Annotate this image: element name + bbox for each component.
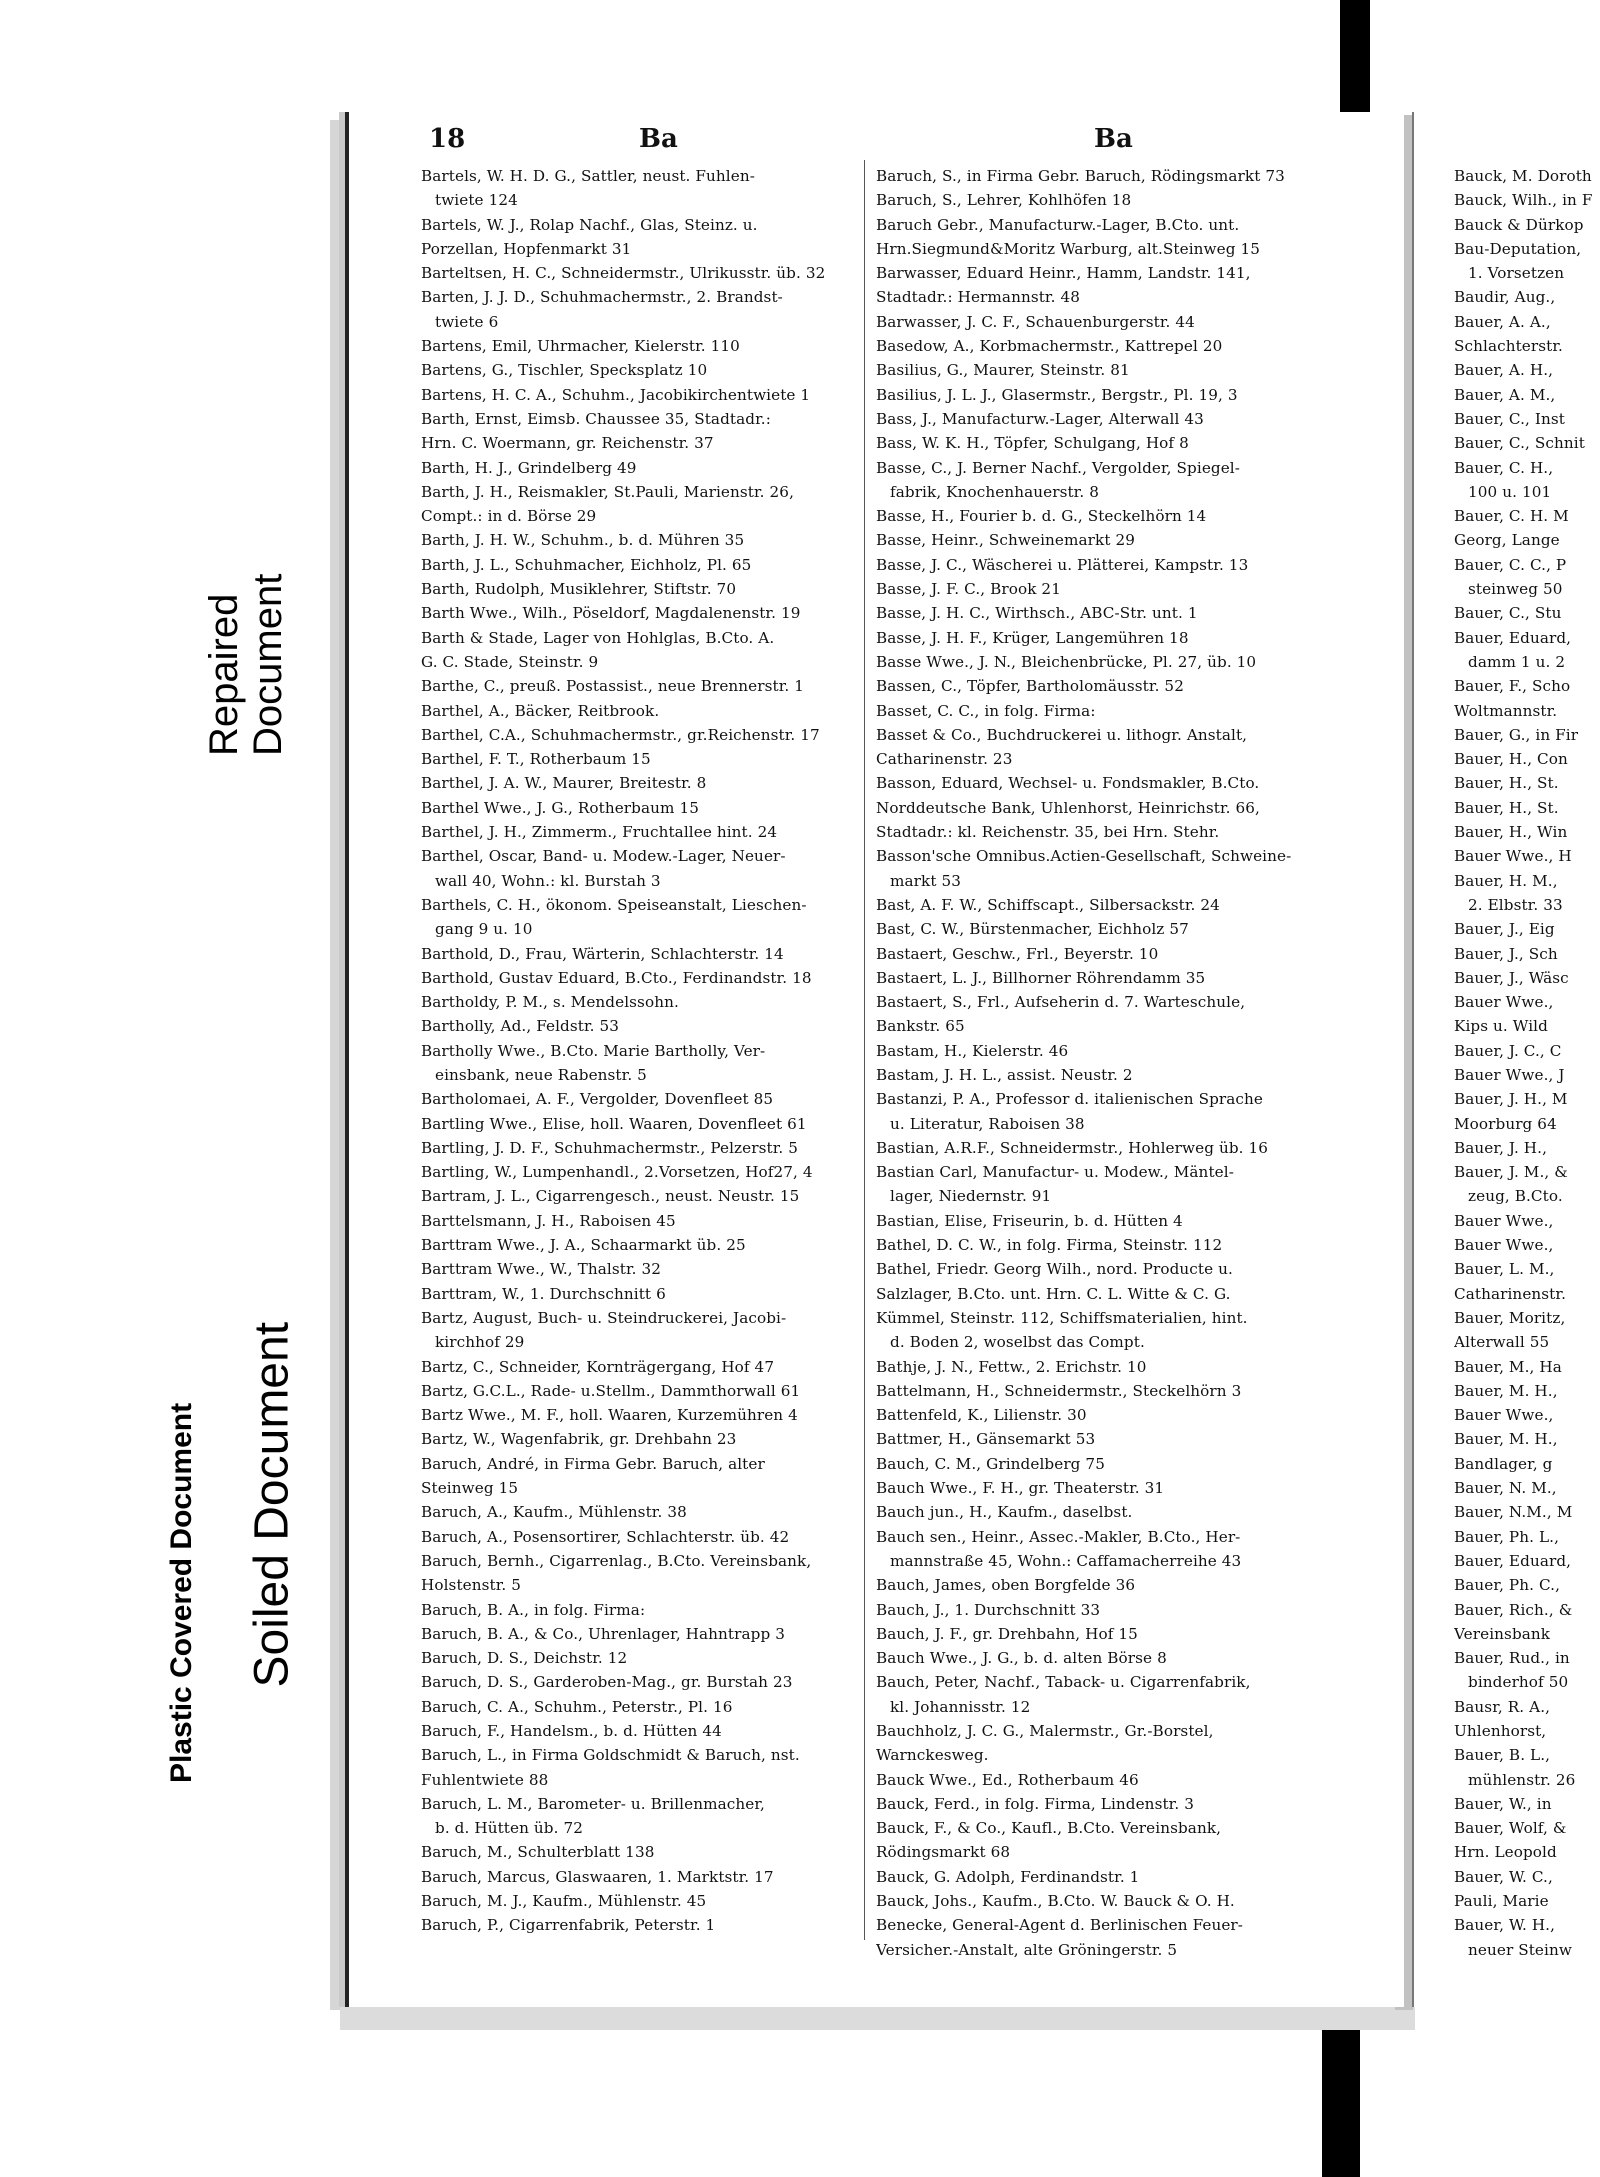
directory-entry: Baruch, M. J., Kaufm., Mühlenstr. 45 [421, 1892, 707, 1911]
directory-entry: Bauck, Ferd., in folg. Firma, Lindenstr. 3 [876, 1794, 1194, 1813]
directory-entry: Rödingsmarkt 68 [876, 1843, 1011, 1862]
next-page-fragment [1412, 112, 1600, 2007]
directory-entry: Basson, Eduard, Wechsel- u. Fondsmakler, B.Cto. [876, 774, 1260, 793]
directory-entry: Bathel, D. C. W., in folg. Firma, Steinstr. 112 [876, 1236, 1223, 1255]
directory-entry: mühlenstr. 26 [1468, 1770, 1576, 1789]
directory-page [345, 112, 1404, 2007]
directory-entry: Barth, H. J., Grindelberg 49 [421, 458, 637, 477]
directory-entry: Battelmann, H., Schneidermstr., Steckelhörn 3 [876, 1381, 1242, 1400]
directory-entry: Bauer Wwe., [1454, 1406, 1554, 1425]
repaired-document-label: Repaired Document [202, 573, 290, 756]
directory-entry: Barthel, C.A., Schuhmachermstr., gr.Reichenstr. 17 [421, 725, 820, 744]
directory-entry: Bassen, C., Töpfer, Bartholomäusstr. 52 [876, 677, 1184, 696]
directory-entry: Moorburg 64 [1454, 1114, 1557, 1133]
soiled-document-label: Soiled Document [245, 1321, 299, 1688]
directory-entry: Bauer, A. A., [1454, 312, 1551, 331]
directory-entry: Basse, H., Fourier b. d. G., Steckelhörn 14 [876, 507, 1207, 526]
directory-entry: kirchhof 29 [435, 1333, 525, 1352]
directory-entry: Bastam, H., Kielerstr. 46 [876, 1041, 1069, 1060]
directory-entry: Bauer, J. M., & [1454, 1163, 1568, 1182]
directory-entry: mannstraße 45, Wohn.: Caffamacherreihe 43 [890, 1551, 1242, 1570]
directory-entry: Bauer, W., in [1454, 1794, 1552, 1813]
directory-entry: Bauer, J., Sch [1454, 944, 1558, 963]
directory-entry: Barthel, Oscar, Band- u. Modew.-Lager, Neuer- [421, 847, 786, 866]
directory-entry: Warnckesweg. [876, 1746, 989, 1765]
directory-entry: Bauer, Ph. L., [1454, 1527, 1560, 1546]
directory-entry: Bast, A. F. W., Schiffscapt., Silbersackstr. 24 [876, 895, 1220, 914]
directory-entry: Bastam, J. H. L., assist. Neustr. 2 [876, 1065, 1133, 1084]
directory-entry: Battenfeld, K., Lilienstr. 30 [876, 1406, 1087, 1425]
directory-entry: Barth, J. L., Schuhmacher, Eichholz, Pl. 65 [421, 555, 752, 574]
page-number: 18 [429, 124, 466, 154]
directory-entry: Bauck, Wilh., in F [1454, 191, 1593, 210]
directory-entry: Bankstr. 65 [876, 1017, 965, 1036]
directory-entry: Baruch, B. A., & Co., Uhrenlager, Hahntrapp 3 [421, 1624, 785, 1643]
directory-entry: Basse, J. F. C., Brook 21 [876, 580, 1061, 599]
scanner-strip-top [1340, 0, 1370, 120]
directory-entry: Stadtadr.: kl. Reichenstr. 35, bei Hrn. Stehr. [876, 823, 1220, 842]
directory-entry: Bartholdy, P. M., s. Mendelssohn. [421, 993, 679, 1012]
directory-entry: Basse Wwe., J. N., Bleichenbrücke, Pl. 27, üb. 10 [876, 652, 1257, 671]
directory-entry: Bauch, Peter, Nachf., Taback- u. Cigarrenfabrik, [876, 1673, 1251, 1692]
right-column [876, 164, 1346, 1962]
directory-entry: 1. Vorsetzen [1468, 264, 1565, 283]
directory-entry: Bartens, G., Tischler, Specksplatz 10 [421, 361, 708, 380]
directory-entry: Stadtadr.: Hermannstr. 48 [876, 288, 1081, 307]
directory-entry: twiete 6 [435, 312, 499, 331]
directory-entry: Vereinsbank [1454, 1624, 1551, 1643]
directory-entry: Bauer, Wolf, & [1454, 1819, 1567, 1838]
directory-entry: d. Boden 2, woselbst das Compt. [890, 1333, 1145, 1352]
directory-entry: Bartens, H. C. A., Schuhm., Jacobikirchentwiete 1 [421, 385, 811, 404]
directory-entry: Bauer, C., Schnit [1454, 434, 1585, 453]
directory-entry: Barthold, Gustav Eduard, B.Cto., Ferdinandstr. 18 [421, 968, 812, 987]
directory-entry: Bausr, R. A., [1454, 1697, 1551, 1716]
directory-entry: G. C. Stade, Steinstr. 9 [421, 652, 599, 671]
directory-entry: Barthels, C. H., ökonom. Speiseanstalt, Lieschen- [421, 895, 807, 914]
directory-entry: b. d. Hütten üb. 72 [435, 1819, 583, 1838]
directory-entry: Basset, C. C., in folg. Firma: [876, 701, 1096, 720]
directory-entry: Porzellan, Hopfenmarkt 31 [421, 239, 632, 258]
directory-entry: Bauck, F., & Co., Kaufl., B.Cto. Vereinsbank, [876, 1819, 1222, 1838]
directory-entry: Bauer, A. M., [1454, 385, 1556, 404]
directory-entry: Barthe, C., preuß. Postassist., neue Brennerstr. 1 [421, 677, 805, 696]
directory-entry: Basse, C., J. Berner Nachf., Vergolder, Spiegel- [876, 458, 1241, 477]
directory-entry: Bartz Wwe., M. F., holl. Waaren, Kurzemühren 4 [421, 1406, 798, 1425]
directory-entry: Barttelsmann, J. H., Raboisen 45 [421, 1211, 676, 1230]
directory-entry: Bathje, J. N., Fettw., 2. Erichstr. 10 [876, 1357, 1147, 1376]
directory-entry: 100 u. 101 [1468, 482, 1552, 501]
directory-entry: Baruch, P., Cigarrenfabrik, Peterstr. 1 [421, 1916, 716, 1935]
directory-entry: Bartels, W. J., Rolap Nachf., Glas, Steinz. u. [421, 215, 758, 234]
directory-entry: Bauer, C. H., [1454, 458, 1554, 477]
directory-entry: Bauer, H., St. [1454, 774, 1559, 793]
directory-entry: damm 1 u. 2 [1468, 652, 1566, 671]
directory-entry: Baruch, Marcus, Glaswaaren, 1. Marktstr. 17 [421, 1867, 774, 1886]
bleed-through-label [0, 1230, 2, 1830]
directory-entry: Hrn.Siegmund&Moritz Warburg, alt.Steinweg 15 [876, 239, 1261, 258]
directory-entry: Bauck, Johs., Kaufm., B.Cto. W. Bauck & O. H. [876, 1892, 1235, 1911]
directory-entry: Bartram, J. L., Cigarrengesch., neust. Neustr. 15 [421, 1187, 800, 1206]
directory-entry: Basilius, J. L. J., Glasermstr., Bergstr., Pl. 19, 3 [876, 385, 1238, 404]
directory-entry: Bauer, N.M., M [1454, 1503, 1573, 1522]
directory-entry: Bauer, J. H., M [1454, 1090, 1568, 1109]
directory-entry: Bartholly, Ad., Feldstr. 53 [421, 1017, 620, 1036]
directory-entry: Bauer, C. H. M [1454, 507, 1569, 526]
directory-entry: Basse, J. H. C., Wirthsch., ABC-Str. unt. 1 [876, 604, 1198, 623]
directory-entry: zeug, B.Cto. [1468, 1187, 1563, 1206]
directory-entry: einsbank, neue Rabenstr. 5 [435, 1065, 647, 1084]
directory-entry: Barth, Ernst, Eimsb. Chaussee 35, Stadtadr.: [421, 409, 771, 428]
directory-entry: Bartling Wwe., Elise, holl. Waaren, Dovenfleet 61 [421, 1114, 807, 1133]
directory-entry: Bauer, H., Win [1454, 823, 1568, 842]
directory-entry: Bauer Wwe., [1454, 1236, 1554, 1255]
directory-entry: Basson'sche Omnibus.Actien-Gesellschaft, Schweine- [876, 847, 1292, 866]
directory-entry: Bauer, B. L., [1454, 1746, 1551, 1765]
directory-entry: Bauer, Eduard, [1454, 628, 1572, 647]
directory-entry: Bauer, W. H., [1454, 1916, 1556, 1935]
directory-entry: Bastian, Elise, Friseurin, b. d. Hütten 4 [876, 1211, 1183, 1230]
directory-entry: Barttram, W., 1. Durchschnitt 6 [421, 1284, 666, 1303]
directory-entry: Bauchholz, J. C. G., Malermstr., Gr.-Borstel, [876, 1722, 1214, 1740]
directory-entry: Barth, J. H., Reismakler, St.Pauli, Marienstr. 26, [421, 482, 794, 501]
directory-entry: Bauer, J. C., C [1454, 1041, 1562, 1060]
directory-entry: steinweg 50 [1468, 580, 1563, 599]
directory-entry: Baruch, A., Kaufm., Mühlenstr. 38 [421, 1503, 687, 1522]
directory-entry: Bartling, J. D. F., Schuhmachermstr., Pelzerstr. 5 [421, 1138, 799, 1157]
directory-entry: Bauch Wwe., F. H., gr. Theaterstr. 31 [876, 1479, 1165, 1498]
directory-entry: markt 53 [890, 871, 961, 890]
directory-entry: Baruch, Bernh., Cigarrenlag., B.Cto. Vereinsbank, [421, 1551, 812, 1570]
directory-entry: Baruch, L., in Firma Goldschmidt & Baruch, nst. [421, 1746, 800, 1765]
directory-entry: Basse, J. C., Wäscherei u. Plätterei, Kampstr. 13 [876, 555, 1249, 574]
directory-entry: Bartz, C., Schneider, Kornträgergang, Hof 47 [421, 1357, 775, 1376]
directory-entry: Bauer, Eduard, [1454, 1551, 1572, 1570]
directory-entry: Barth Wwe., Wilh., Pöseldorf, Magdalenenstr. 19 [421, 604, 801, 623]
directory-entry: Bauch, J., 1. Durchschnitt 33 [876, 1600, 1101, 1619]
directory-entry: Hrn. Leopold [1454, 1843, 1557, 1862]
directory-entry: Bastian, A.R.F., Schneidermstr., Hohlerweg üb. 16 [876, 1138, 1269, 1157]
directory-entry: Bauch Wwe., J. G., b. d. alten Börse 8 [876, 1649, 1167, 1668]
directory-entry: Barttram Wwe., J. A., Schaarmarkt üb. 25 [421, 1236, 746, 1255]
directory-entry: Bauer, C. C., P [1454, 555, 1567, 574]
directory-entry: Bauck, M. Doroth [1454, 167, 1592, 185]
directory-entry: Bauer, C., Stu [1454, 604, 1562, 623]
directory-entry: Bartholomaei, A. F., Vergolder, Dovenfleet 85 [421, 1090, 774, 1109]
directory-entry: Barthel, J. A. W., Maurer, Breitestr. 8 [421, 774, 707, 793]
directory-entry: Barthel Wwe., J. G., Rotherbaum 15 [421, 798, 699, 817]
directory-entry: Barth & Stade, Lager von Hohlglas, B.Cto. A. [421, 628, 775, 647]
directory-entry: Baruch, L. M., Barometer- u. Brillenmacher, [421, 1794, 765, 1813]
directory-entry: neuer Steinw [1468, 1940, 1572, 1959]
directory-entry: Bastian Carl, Manufactur- u. Modew., Mäntel- [876, 1163, 1234, 1182]
directory-entry: Barth, J. H. W., Schuhm., b. d. Mühren 35 [421, 531, 745, 550]
directory-entry: Bauer, W. C., [1454, 1867, 1553, 1886]
directory-entry: Hrn. C. Woermann, gr. Reichenstr. 37 [421, 434, 714, 453]
directory-entry: Bauer Wwe., [1454, 993, 1554, 1012]
directory-entry: Benecke, General-Agent d. Berlinischen Feuer- [876, 1916, 1244, 1935]
directory-entry: Basset & Co., Buchdruckerei u. lithogr. Anstalt, [876, 725, 1248, 744]
directory-entry: Woltmannstr. [1454, 701, 1558, 720]
directory-entry: Bauck, G. Adolph, Ferdinandstr. 1 [876, 1867, 1140, 1886]
directory-entry: Bartens, Emil, Uhrmacher, Kielerstr. 110 [421, 337, 740, 356]
directory-entry: 2. Elbstr. 33 [1468, 895, 1563, 914]
directory-entry: Bauer, Moritz, [1454, 1308, 1566, 1327]
directory-entry: Baruch, S., in Firma Gebr. Baruch, Rödingsmarkt 73 [876, 167, 1285, 185]
directory-entry: Bastaert, L. J., Billhorner Röhrendamm 35 [876, 968, 1206, 987]
directory-entry: Versicher.-Anstalt, alte Gröningerstr. 5 [876, 1940, 1178, 1959]
directory-entry: Kümmel, Steinstr. 112, Schiffsmaterialien, hint. [876, 1308, 1248, 1327]
directory-entry: Bauer, J., Eig [1454, 920, 1555, 939]
directory-entry: u. Literatur, Raboisen 38 [890, 1114, 1085, 1133]
directory-entry: Barwasser, Eduard Heinr., Hamm, Landstr. 141, [876, 264, 1251, 283]
directory-entry: Bauer Wwe., [1454, 1211, 1554, 1230]
directory-entry: Bartels, W. H. D. G., Sattler, neust. Fuhlen- [421, 167, 755, 185]
directory-entry: Schlachterstr. [1454, 337, 1563, 356]
directory-entry: Bauck & Dürkop [1454, 215, 1584, 234]
directory-entry: twiete 124 [435, 191, 518, 210]
directory-entry: Bauch sen., Heinr., Assec.-Makler, B.Cto., Her- [876, 1527, 1241, 1546]
directory-entry: Barthel, J. H., Zimmerm., Fruchtallee hint. 24 [421, 823, 778, 842]
directory-entry: Alterwall 55 [1454, 1333, 1550, 1352]
directory-entry: lager, Niedernstr. 91 [890, 1187, 1052, 1206]
directory-entry: Baruch, S., Lehrer, Kohlhöfen 18 [876, 191, 1132, 210]
directory-entry: Basse, Heinr., Schweinemarkt 29 [876, 531, 1135, 550]
directory-entry: Bauer, A. H., [1454, 361, 1554, 380]
directory-entry: Baruch, B. A., in folg. Firma: [421, 1600, 646, 1619]
directory-entry: Pauli, Marie [1454, 1892, 1549, 1911]
directory-entry: Baruch, André, in Firma Gebr. Baruch, alter [421, 1454, 765, 1473]
directory-entry: Bauer, M. H., [1454, 1430, 1558, 1449]
directory-entry: Barwasser, J. C. F., Schauenburgerstr. 44 [876, 312, 1195, 331]
directory-entry: Baruch, D. S., Deichstr. 12 [421, 1649, 628, 1668]
directory-entry: Bauch jun., H., Kaufm., daselbst. [876, 1503, 1133, 1522]
directory-entry: Barttram Wwe., W., Thalstr. 32 [421, 1260, 662, 1279]
directory-entry: Bartz, G.C.L., Rade- u.Stellm., Dammthorwall 61 [421, 1381, 801, 1400]
directory-entry: Bauch, J. F., gr. Drehbahn, Hof 15 [876, 1624, 1138, 1643]
directory-entry: Bastaert, S., Frl., Aufseherin d. 7. Warteschule, [876, 993, 1246, 1012]
directory-entry: Bastanzi, P. A., Professor d. italienischen Sprache [876, 1090, 1263, 1109]
plastic-covered-label: Plastic Covered Document [165, 1402, 198, 1783]
directory-entry: Bau-Deputation, [1454, 239, 1582, 258]
directory-entry: Bauer, G., in Fir [1454, 725, 1579, 744]
directory-entry: Uhlenhorst, [1454, 1722, 1547, 1740]
directory-entry: Barten, J. J. D., Schuhmachermstr., 2. Brandst- [421, 288, 783, 307]
directory-entry: kl. Johannisstr. 12 [890, 1697, 1031, 1716]
directory-entry: Barthold, D., Frau, Wärterin, Schlachterstr. 14 [421, 944, 784, 963]
directory-entry: Basse, J. H. F., Krüger, Langemühren 18 [876, 628, 1189, 647]
directory-entry: Bartholly Wwe., B.Cto. Marie Bartholly, Ver- [421, 1041, 766, 1060]
directory-entry: gang 9 u. 10 [435, 920, 533, 939]
header-left: Ba [639, 124, 678, 154]
directory-entry: Bartz, August, Buch- u. Steindruckerei, Jacobi- [421, 1308, 787, 1327]
directory-entry: Baudir, Aug., [1454, 288, 1556, 307]
directory-entry: binderhof 50 [1468, 1673, 1569, 1692]
directory-entry: Bauer, J., Wäsc [1454, 968, 1569, 987]
directory-entry: Bauer Wwe., H [1454, 847, 1572, 866]
directory-entry: Battmer, H., Gänsemarkt 53 [876, 1430, 1096, 1449]
directory-entry: Baruch, M., Schulterblatt 138 [421, 1843, 655, 1862]
left-column [421, 164, 866, 1938]
directory-entry: Bastaert, Geschw., Frl., Beyerstr. 10 [876, 944, 1159, 963]
directory-entry: wall 40, Wohn.: kl. Burstah 3 [435, 871, 661, 890]
directory-entry: Baruch, F., Handelsm., b. d. Hütten 44 [421, 1722, 722, 1740]
directory-entry: Bauer, Rud., in [1454, 1649, 1570, 1668]
directory-entry: Bauck Wwe., Ed., Rotherbaum 46 [876, 1770, 1139, 1789]
directory-entry: Baruch Gebr., Manufacturw.-Lager, B.Cto. unt. [876, 215, 1240, 234]
directory-entry: Bauer, C., Inst [1454, 409, 1565, 428]
header-right: Ba [1094, 124, 1133, 154]
directory-entry: Barthel, F. T., Rotherbaum 15 [421, 750, 651, 769]
directory-entry: Bass, W. K. H., Töpfer, Schulgang, Hof 8 [876, 434, 1189, 453]
directory-entry: Bauer, H. M., [1454, 871, 1558, 890]
column-divider [864, 160, 865, 1940]
directory-entry: Baruch, C. A., Schuhm., Peterstr., Pl. 16 [421, 1697, 733, 1716]
directory-entry: Baruch, A., Posensortirer, Schlachterstr. üb. 42 [421, 1527, 790, 1546]
directory-entry: Norddeutsche Bank, Uhlenhorst, Heinrichstr. 66, [876, 798, 1260, 817]
directory-entry: Bauer, J. H., [1454, 1138, 1547, 1157]
directory-entry: fabrik, Knochenhauerstr. 8 [890, 482, 1099, 501]
directory-entry: Bauer, Ph. C., [1454, 1576, 1561, 1595]
directory-entry: Baruch, D. S., Garderoben-Mag., gr. Burstah 23 [421, 1673, 793, 1692]
directory-entry: Bass, J., Manufacturw.-Lager, Alterwall 43 [876, 409, 1204, 428]
directory-entry: Compt.: in d. Börse 29 [421, 507, 597, 526]
directory-entry: Bathel, Friedr. Georg Wilh., nord. Producte u. [876, 1260, 1233, 1279]
directory-entry: Bartz, W., Wagenfabrik, gr. Drehbahn 23 [421, 1430, 737, 1449]
directory-entry: Bauch, James, oben Borgfelde 36 [876, 1576, 1136, 1595]
directory-entry: Kips u. Wild [1454, 1017, 1548, 1036]
directory-entry: Bartling, W., Lumpenhandl., 2.Vorsetzen, Hof27, 4 [421, 1163, 813, 1182]
directory-entry: Barteltsen, H. C., Schneidermstr., Ulrikusstr. üb. 32 [421, 264, 826, 283]
directory-entry: Steinweg 15 [421, 1479, 519, 1498]
directory-entry: Bauer, M. H., [1454, 1381, 1558, 1400]
directory-entry: Basedow, A., Korbmachermstr., Kattrepel 20 [876, 337, 1223, 356]
directory-entry: Salzlager, B.Cto. unt. Hrn. C. L. Witte & C. G. [876, 1284, 1231, 1303]
directory-entry: Barth, Rudolph, Musiklehrer, Stiftstr. 70 [421, 580, 737, 599]
next-page-column [1454, 164, 1600, 1962]
directory-entry: Fuhlentwiete 88 [421, 1770, 549, 1789]
directory-entry: Basilius, G., Maurer, Steinstr. 81 [876, 361, 1130, 380]
directory-entry: Bast, C. W., Bürstenmacher, Eichholz 57 [876, 920, 1189, 939]
directory-entry: Catharinenstr. 23 [876, 750, 1013, 769]
directory-entry: Bauer Wwe., J [1454, 1065, 1565, 1084]
directory-entry: Bauer, H., St. [1454, 798, 1559, 817]
directory-entry: Bandlager, g [1454, 1454, 1553, 1473]
directory-entry: Barthel, A., Bäcker, Reitbrook. [421, 701, 660, 720]
directory-entry: Bauer, L. M., [1454, 1260, 1555, 1279]
directory-entry: Bauer, M., Ha [1454, 1357, 1562, 1376]
directory-entry: Bauer, Rich., & [1454, 1600, 1573, 1619]
directory-entry: Bauer, F., Scho [1454, 677, 1571, 696]
directory-entry: Holstenstr. 5 [421, 1576, 522, 1595]
directory-entry: Bauer, N. M., [1454, 1479, 1557, 1498]
directory-entry: Catharinenstr. [1454, 1284, 1566, 1303]
directory-entry: Georg, Lange [1454, 531, 1560, 550]
directory-entry: Bauch, C. M., Grindelberg 75 [876, 1454, 1105, 1473]
directory-entry: Bauer, H., Con [1454, 750, 1568, 769]
